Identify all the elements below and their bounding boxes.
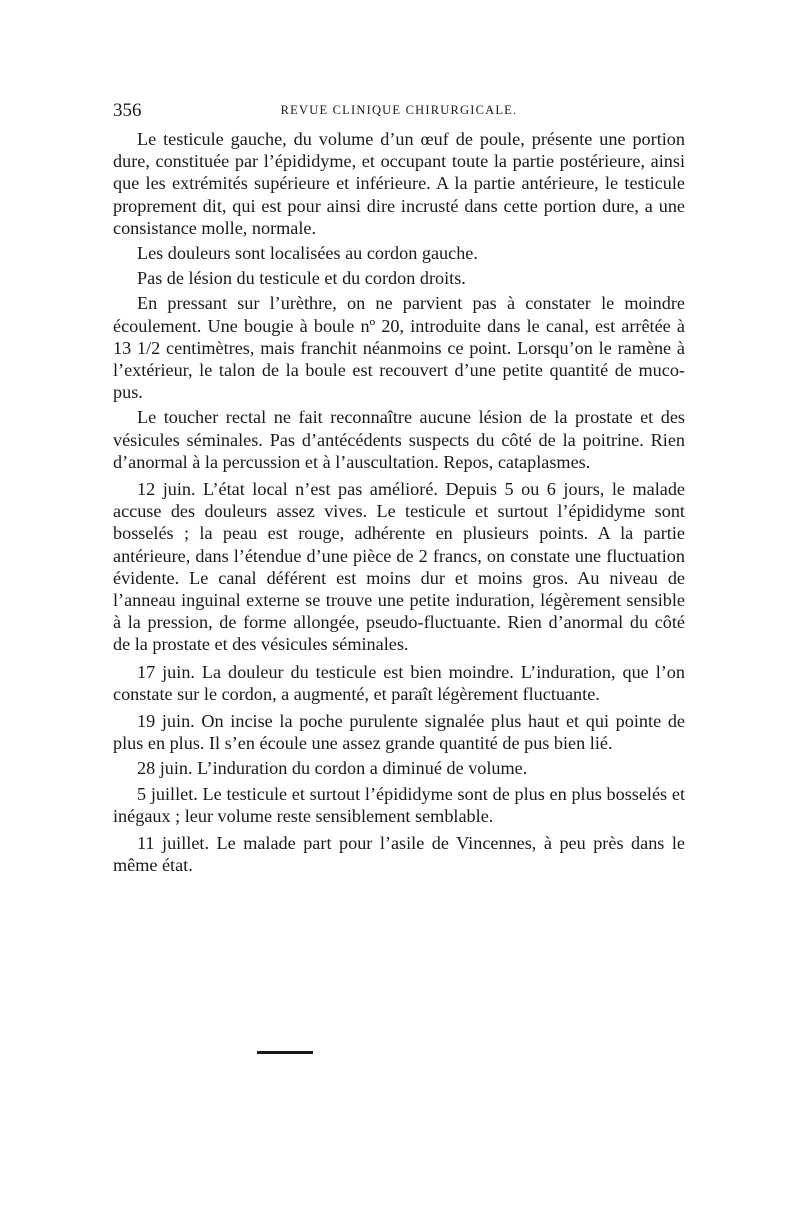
paragraph-urethra-exam: En pressant sur l’urèthre, on ne parvient pas à constater le moindre écoulement. Une bougie à boule nº 20, introduite dans le canal, est arrêtée à 13 1/2 centimètres, mais franchit néanmoins ce point. Lorsqu’on le ramène à l’extérieur, le talon de la boule est recouvert d’une petite quantité de muco-pus. [113, 293, 685, 403]
paragraph-july-11: 11 juillet. Le malade part pour l’asile de Vincennes, à peu près dans le même état. [113, 833, 685, 876]
paragraph-june-28: 28 juin. L’induration du cordon a diminué de volume. [137, 758, 528, 779]
paragraph-pain-location: Les douleurs sont localisées au cordon gauche. [137, 243, 478, 264]
document-page [113, 100, 685, 880]
page-number: 356 [113, 100, 142, 121]
paragraph-june-19: 19 juin. On incise la poche purulente signalée plus haut et qui pointe de plus en plus. Il s’en écoule une assez grande quantité de pus bien lié. [113, 711, 685, 754]
paragraph-no-lesion-right: Pas de lésion du testicule et du cordon droits. [137, 268, 466, 289]
paragraph-testicle-description: Le testicule gauche, du volume d’un œuf de poule, présente une portion dure, constituée par l’épididyme, et occupant toute la partie postérieure, ainsi que les extrémités supérieure et inférieure. A la partie antérieure, le testicule proprement dit, qui est pour ainsi dire incrusté dans cette portion dure, a une consistance molle, normale. [113, 129, 685, 238]
section-end-rule [257, 1051, 313, 1054]
paragraph-rectal-exam: Le toucher rectal ne fait reconnaître aucune lésion de la prostate et des vésicules séminales. Pas d’antécédents suspects du côté de la poitrine. Rien d’anormal à la percussion et à l’auscultation. Repos, cataplasmes. [113, 407, 685, 472]
paragraph-july-5: 5 juillet. Le testicule et surtout l’épididyme sont de plus en plus bosselés et inégaux ; leur volume reste sensiblement semblable. [113, 783, 685, 826]
paragraph-june-17: 17 juin. La douleur du testicule est bien moindre. L’induration, que l’on constate sur le cordon, a augmenté, et paraît légèrement fluctuante. [113, 661, 685, 704]
running-header [113, 100, 685, 124]
running-title: REVUE CLINIQUE CHIRURGICALE. [280, 103, 518, 117]
paragraph-june-12: 12 juin. L’état local n’est pas amélioré. Depuis 5 ou 6 jours, le malade accuse des douleurs assez vives. Le testicule et surtout l’épididyme sont bosselés ; la peau est rouge, adhérente en plusieurs points. A la partie antérieure, dans l’étendue d’une pièce de 2 francs, on constate une fluctuation évidente. Le canal déférent est moins dur et moins gros. Au niveau de l’anneau inguinal externe se trouve une petite induration, légèrement sensible à la pression, de forme allongée, pseudo-fluctuante. Rien d’anormal du côté de la prostate et des vésicules séminales. [113, 479, 685, 655]
